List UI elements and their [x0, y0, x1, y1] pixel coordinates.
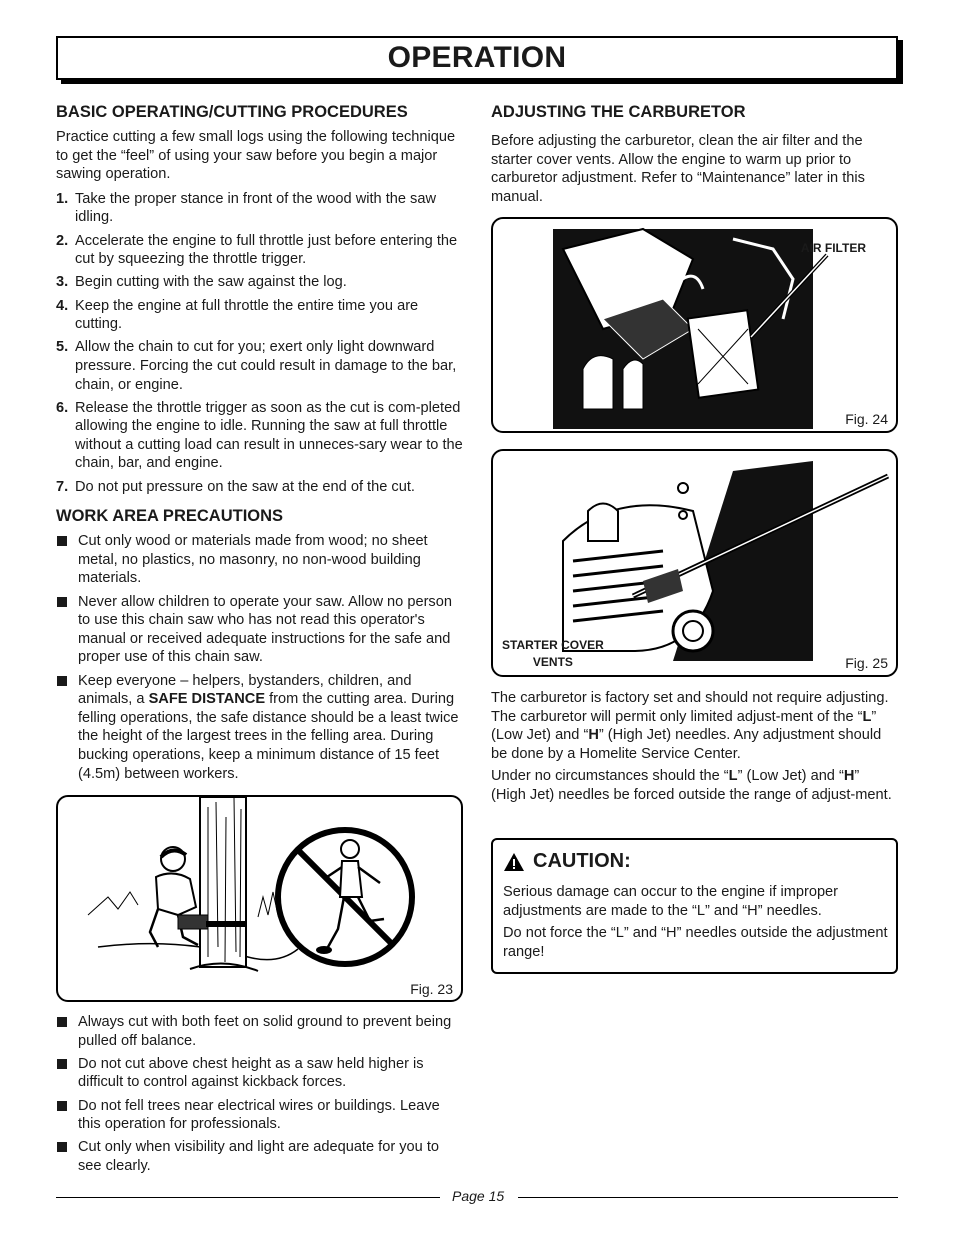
- needle-range-paragraph: [491, 767, 896, 804]
- caution-title: CAUTION:: [533, 850, 631, 872]
- high-jet-letter: H: [588, 727, 599, 744]
- step-text: Allow the chain to cut for you; exert only light downward pressure. Forcing the cut could result in damage to the bar, chain, or engine.: [75, 339, 457, 393]
- text-span: Under no circumstances should the “: [491, 768, 729, 785]
- bullet-square-icon: [57, 1017, 67, 1027]
- caution-text-1: Serious damage can occur to the engine if improper adjustments are made to the “L” and “H” needles.: [503, 884, 839, 919]
- bullet-text: Cut only when visibility and light are adequate for you to see clearly.: [78, 1139, 440, 1174]
- footer-rule-left: [56, 1197, 440, 1198]
- list-item: [56, 1138, 464, 1175]
- text-span: ” (Low Jet) and “: [737, 768, 844, 785]
- safety-bullets: [56, 1013, 464, 1176]
- step-number: 2.: [56, 232, 69, 249]
- step-text: Do not put pressure on the saw at the end of the cut.: [75, 478, 415, 495]
- figure-25: [491, 449, 898, 677]
- starter-cover-label-line1: STARTER COVER: [502, 638, 604, 652]
- bullet-square-icon: [57, 597, 67, 607]
- footer-rule-right: [518, 1197, 898, 1198]
- bullet-square-icon: [57, 676, 67, 686]
- list-item: [56, 1055, 464, 1092]
- list-item: [56, 532, 464, 588]
- step-number: 3.: [56, 274, 69, 291]
- bullet-text: Never allow children to operate your saw. Allow no person to use this chain saw who has not read this operator's manual or received adequate instructions for the safe and proper use of this chain saw.: [78, 593, 452, 666]
- bullet-text: Do not fell trees near electrical wires or buildings. Leave this operation for professionals.: [78, 1097, 440, 1133]
- carburetor-notes: [491, 689, 896, 805]
- list-item: [56, 399, 464, 473]
- safe-distance-emphasis: SAFE DISTANCE: [148, 691, 266, 708]
- work-area-heading: WORK AREA PRECAUTIONS: [56, 507, 284, 526]
- bullet-text: Always cut with both feet on solid ground to prevent being pulled off balance.: [78, 1014, 452, 1049]
- felling-safety-illustration: [58, 797, 461, 1000]
- figure-23: [56, 795, 463, 1002]
- factory-set-paragraph: [491, 689, 896, 763]
- text-span: ” (High Jet) needles. Any adjustment should be done by a Homelite Service Center.: [491, 727, 882, 762]
- list-item: [56, 190, 464, 227]
- list-item: [56, 232, 464, 269]
- text-span: ” (Low Jet) and “: [491, 708, 877, 744]
- fig-24-caption: Fig. 24: [845, 411, 888, 427]
- bullet-square-icon: [57, 1101, 67, 1111]
- list-item: [56, 338, 464, 394]
- page-title: OPERATION: [387, 41, 567, 74]
- safety-bullets-section: [56, 1013, 464, 1180]
- high-jet-letter: H: [843, 768, 855, 785]
- list-item: [56, 297, 464, 334]
- list-item: [56, 478, 464, 497]
- step-text: Accelerate the engine to full throttle just before entering the cut by squeezing the throttle trigger.: [75, 232, 458, 268]
- text-span: The carburetor is factory set and should not require adjusting. The carburetor will permit only limited adjust-ment of the “: [491, 690, 889, 725]
- work-area-bullets: [56, 532, 464, 783]
- caution-header: [503, 850, 631, 873]
- bullet-text: Cut only wood or materials made from wood; no sheet metal, no plastics, no masonry, no non-wood building materials.: [78, 533, 428, 587]
- caution-body: [503, 883, 888, 961]
- list-item: [56, 1013, 464, 1050]
- bullet-square-icon: [57, 1142, 67, 1152]
- basic-procedures-section: [56, 103, 464, 788]
- list-item: [56, 1097, 464, 1134]
- bullet-square-icon: [57, 536, 67, 546]
- basic-procedures-intro: Practice cutting a few small logs using the following technique to get the “feel” of using your saw before you begin a major sawing operation.: [56, 129, 456, 183]
- bullet-text: Do not cut above chest height as a saw held higher is difficult to control against kickback forces.: [78, 1055, 424, 1091]
- low-jet-letter: L: [862, 708, 872, 725]
- starter-cover-label: [502, 637, 604, 671]
- bullet-square-icon: [57, 1059, 67, 1069]
- bullet-text: from the cutting area. During felling operations, the safe distance should be a least twice the height of the largest trees in the felling area. During bucking operations, keep a minimum distance of 15 feet (4.5m) between workers.: [78, 691, 459, 782]
- figure-24: [491, 217, 898, 433]
- step-number: 7.: [56, 478, 69, 495]
- caution-text-2: Do not force the “L” and “H” needles outside the adjustment range!: [503, 925, 888, 960]
- carburetor-section: [491, 103, 896, 206]
- step-text: Keep the engine at full throttle the entire time you are cutting.: [75, 297, 419, 333]
- text-span: ” (High Jet) needles be forced outside the range of adjust-ment.: [491, 768, 892, 803]
- basic-procedures-heading: BASIC OPERATING/CUTTING PROCEDURES: [56, 103, 408, 121]
- fig-23-caption: Fig. 23: [410, 981, 453, 997]
- starter-cover-label-line2: VENTS: [532, 655, 573, 669]
- step-text: Release the throttle trigger as soon as the cut is com-pleted allowing the engine to idle. Running the saw at full throttle without a cutting load can result in unneces-sary wear to the chain, bar, and engine.: [75, 399, 463, 472]
- air-filter-label: AIR FILTER: [800, 241, 866, 255]
- step-number: 6.: [56, 399, 69, 416]
- step-text: Take the proper stance in front of the wood with the saw idling.: [75, 190, 436, 226]
- fig-25-caption: Fig. 25: [845, 655, 888, 671]
- procedure-steps: [56, 190, 464, 496]
- list-item: [56, 672, 464, 784]
- carburetor-heading: ADJUSTING THE CARBURETOR: [491, 103, 746, 121]
- low-jet-letter: L: [728, 768, 738, 785]
- caution-box: [491, 838, 898, 974]
- bullet-text: Keep everyone – helpers, bystanders, children, and animals, a: [78, 672, 412, 708]
- page-number: Page 15: [452, 1188, 505, 1204]
- page-banner: [56, 36, 898, 80]
- step-number: 4.: [56, 297, 69, 314]
- step-text: Begin cutting with the saw against the log.: [75, 274, 347, 291]
- step-number: 1.: [56, 190, 69, 207]
- list-item: [56, 593, 464, 667]
- list-item: [56, 273, 464, 292]
- step-number: 5.: [56, 339, 69, 356]
- carburetor-intro: Before adjusting the carburetor, clean the air filter and the starter cover vents. Allow the engine to warm up prior to carburetor adjustment. Refer to “Maintenance” later in this manual.: [491, 133, 865, 205]
- warning-triangle-icon: [503, 852, 525, 872]
